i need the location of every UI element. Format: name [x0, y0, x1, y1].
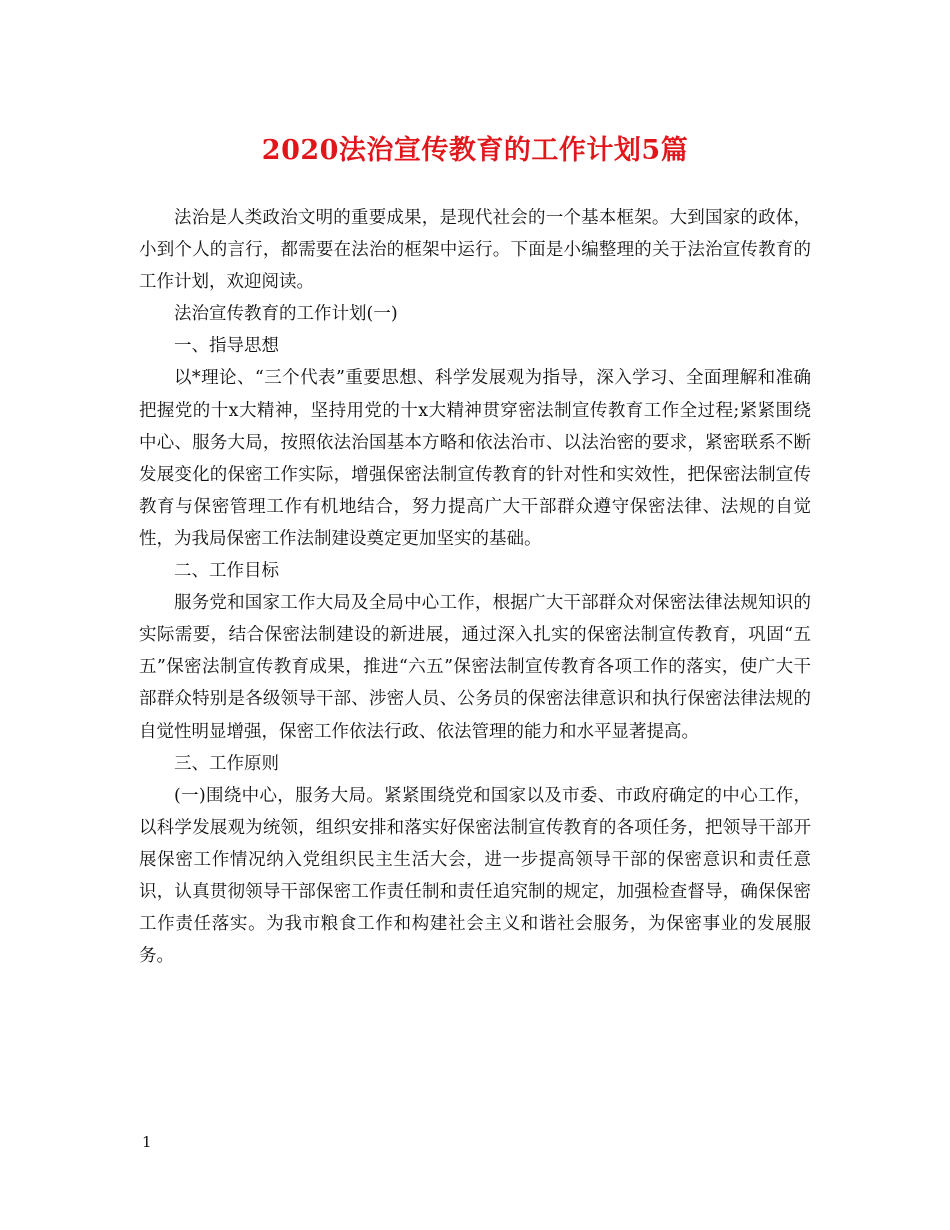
page-number: 1 — [142, 1133, 152, 1151]
paragraph-guiding-thought: 以*理论、“三个代表”重要思想、科学发展观为指导，深入学习、全面理解和准确把握党的十x大精神，坚持用党的十x大精神贯穿密法制宣传教育工作全过程;紧紧围绕中心、服务大局，按照依法治国基本方略和依法治市、以法治密的要求，紧密联系不断发展变化的保密工作实际，增强保密法制宣传教育的针对性和实效性，把保密法制宣传教育与保密管理工作有机地结合，努力提高广大干部群众遵守保密法律、法规的自觉性，为我局保密工作法制建设奠定更加坚实的基础。 — [139, 368, 811, 549]
document-title: 2020法治宣传教育的工作计划5篇 — [261, 135, 689, 166]
document-body — [139, 202, 811, 972]
heading-work-goals: 二、工作目标 — [174, 561, 279, 582]
heading-work-principles: 三、工作原则 — [174, 753, 279, 774]
heading-guiding-thought: 一、指导思想 — [174, 336, 279, 357]
paragraph-work-goals: 服务党和国家工作大局及全局中心工作，根据广大干部群众对保密法律法规知识的实际需要，结合保密法制建设的新进展，通过深入扎实的保密法制宣传教育，巩固“五五”保密法制宣传教育成果，推进“六五”保密法制宣传教育各项工作的落实，使广大干部群众特别是各级领导干部、涉密人员、公务员的保密法律意识和执行保密法律法规的自觉性明显增强，保密工作依法行政、依法管理的能力和水平显著提高。 — [139, 593, 811, 742]
paragraph-work-principles: (一)围绕中心，服务大局。紧紧围绕党和国家以及市委、市政府确定的中心工作，以科学发展观为统领，组织安排和落实好保密法制宣传教育的各项任务，把领导干部开展保密工作情况纳入党组织民主生活大会，进一步提高领导干部的保密意识和责任意识，认真贯彻领导干部保密工作责任制和责任追究制的规定，加强检查督导，确保保密工作责任落实。为我市粮食工作和构建社会主义和谐社会服务，为保密事业的发展服务。 — [139, 785, 811, 967]
paragraph-intro: 法治是人类政治文明的重要成果，是现代社会的一个基本框架。大到国家的政体，小到个人的言行，都需要在法治的框架中运行。下面是小编整理的关于法治宣传教育的工作计划，欢迎阅读。 — [139, 208, 811, 293]
section-heading-plan-1: 法治宣传教育的工作计划(一) — [174, 304, 398, 325]
